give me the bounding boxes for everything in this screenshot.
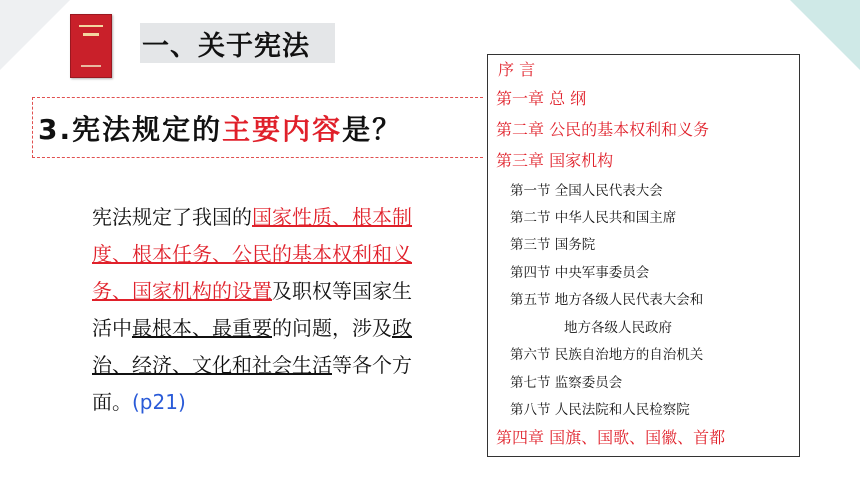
- answer-text-2: 及职权等国家生活中: [92, 279, 412, 340]
- toc-section-5: 第五节 地方各级人民代表大会和: [510, 292, 704, 308]
- corner-decoration-right: [790, 0, 860, 70]
- answer-key-importance: 最根本、最重要: [132, 316, 272, 340]
- toc-section-6: 第六节 民族自治地方的自治机关: [510, 347, 704, 363]
- answer-text-3: 的问题，涉及: [272, 316, 392, 340]
- toc-chapter-2: 第二章 公民的基本权利和义务: [496, 120, 710, 139]
- toc-section-2: 第二节 中华人民共和国主席: [510, 210, 677, 226]
- answer-text-4: 等各个方面。: [92, 353, 412, 414]
- page-reference: (p21): [132, 390, 186, 414]
- toc-section-3: 第三节 国务院: [510, 237, 596, 253]
- question-prefix: 3.宪法规定的: [38, 113, 223, 146]
- toc-chapter-1: 第一章 总 纲: [496, 89, 587, 108]
- answer-text-1: 宪法规定了我国的: [92, 205, 252, 229]
- question-suffix: 是？: [342, 113, 403, 146]
- toc-section-5-continued: 地方各级人民政府: [564, 320, 672, 336]
- question-heading: [38, 108, 402, 148]
- answer-key-content: 国家性质、根本制度、根本任务、公民的基本权利和义务、国家机构的设置: [92, 205, 412, 303]
- constitution-book-icon: [70, 14, 112, 78]
- toc-section-4: 第四节 中央军事委员会: [510, 265, 650, 281]
- toc-chapter-3: 第三章 国家机构: [496, 151, 614, 170]
- question-highlight: 主要内容: [222, 113, 343, 146]
- page-title: 一、关于宪法: [142, 31, 310, 62]
- toc-section-7: 第七节 监察委员会: [510, 375, 623, 391]
- corner-decoration-left: [0, 0, 70, 70]
- toc-preface: 序 言: [498, 60, 536, 79]
- answer-paragraph: [48, 199, 428, 421]
- constitution-table-of-contents: [487, 54, 800, 457]
- toc-chapter-4: 第四章 国旗、国歌、国徽、首都: [496, 428, 726, 447]
- answer-key-areas: 政治、经济、文化和社会生活: [92, 316, 412, 377]
- toc-section-1: 第一节 全国人民代表大会: [510, 183, 663, 199]
- toc-section-8: 第八节 人民法院和人民检察院: [510, 402, 690, 418]
